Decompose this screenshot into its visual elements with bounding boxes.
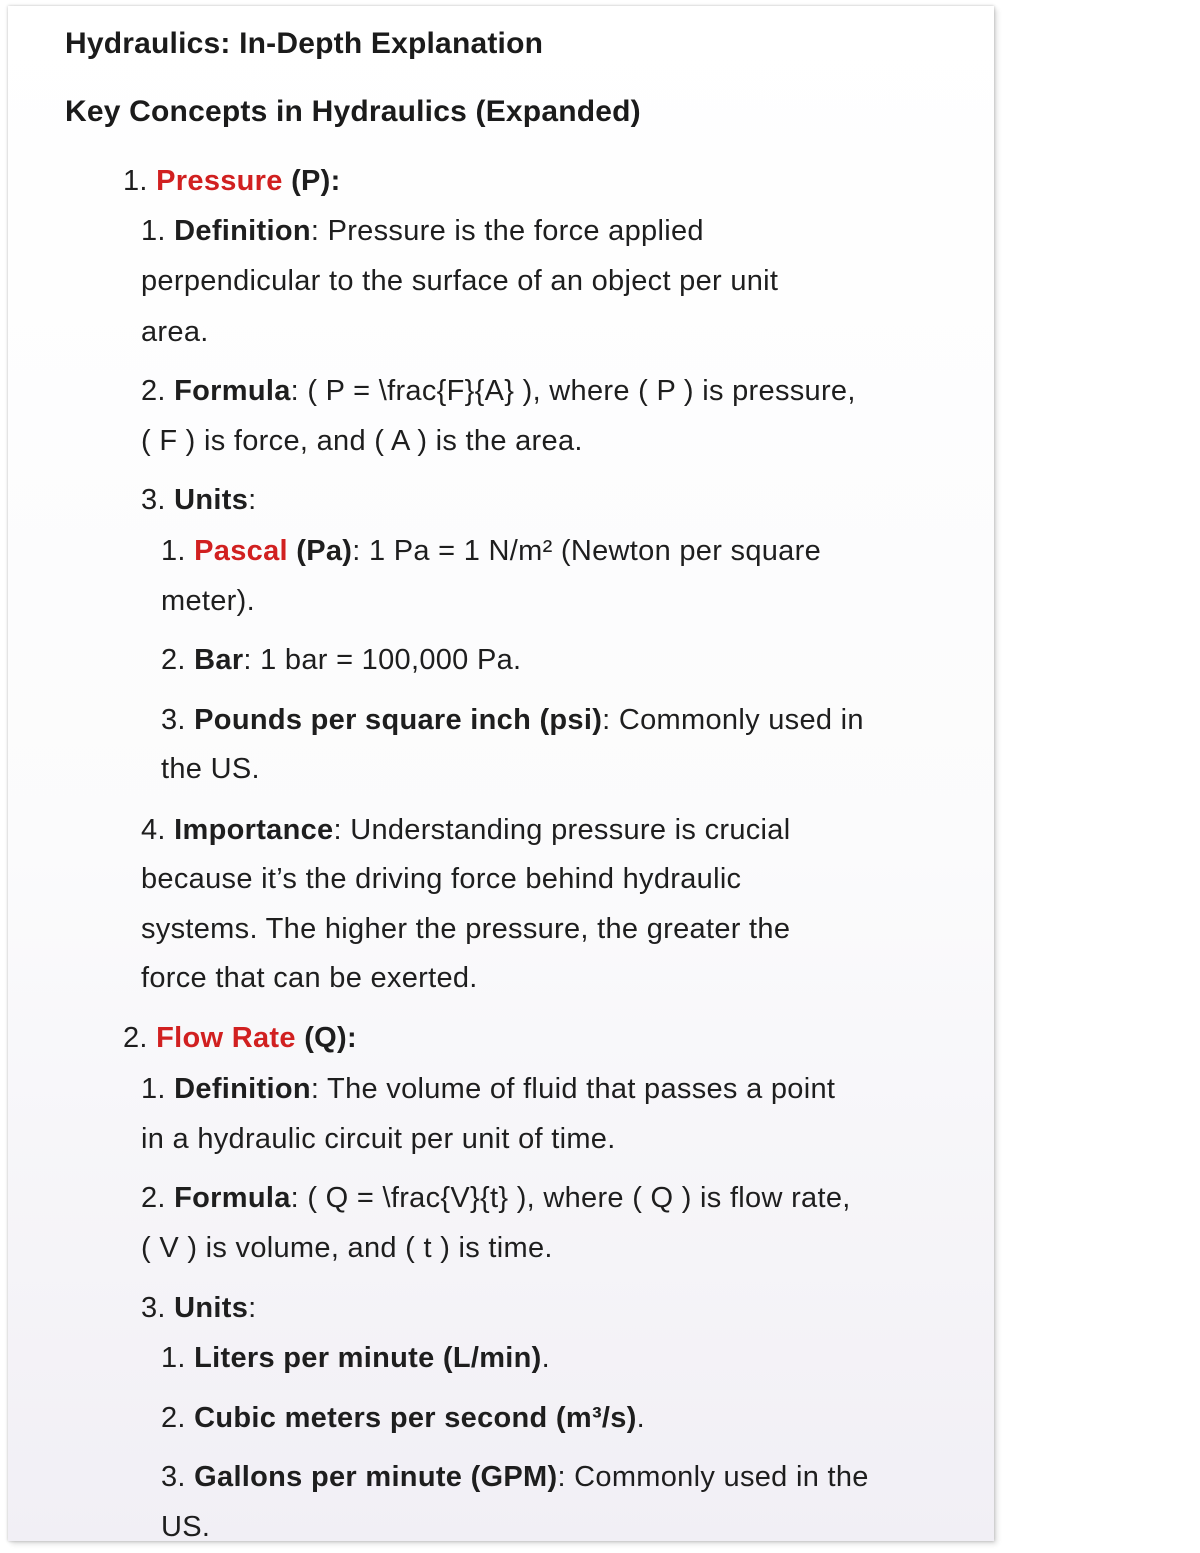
list-number: 2. — [161, 644, 186, 676]
list-number: 3. — [161, 704, 186, 736]
pascal-term: Pascal — [194, 535, 288, 567]
formula-text: : ( Q = \frac{V}{t} ), where ( Q ) is flow rate, — [290, 1182, 851, 1214]
list-number: 3. — [161, 1461, 186, 1493]
document-page — [8, 6, 994, 1541]
flow-definition — [141, 1075, 835, 1104]
list-number: 1. — [141, 1073, 166, 1105]
psi-text: : Commonly used in — [602, 704, 864, 736]
list-number: 1. — [161, 1342, 186, 1374]
list-number: 4. — [141, 814, 166, 846]
list-number: 2. — [161, 1402, 186, 1434]
page-title: Hydraulics: In-Depth Explanation — [65, 27, 544, 60]
list-number: 1. — [141, 215, 166, 247]
units-colon: : — [248, 1292, 257, 1324]
pressure-symbol: (P): — [291, 165, 341, 197]
pressure-importance — [141, 816, 790, 845]
flow-rate-symbol: (Q): — [304, 1022, 357, 1054]
pressure-definition — [141, 217, 704, 246]
unit-pascal — [161, 537, 821, 566]
gpm-text: US. — [161, 1511, 211, 1541]
formula-text: ( F ) is force, and ( A ) is the area. — [141, 425, 583, 457]
definition-text: : Pressure is the force applied — [310, 215, 704, 247]
importance-text: force that can be exerted. — [141, 962, 478, 994]
definition-label: Definition — [174, 1073, 311, 1105]
list-number: 2. — [141, 375, 166, 407]
bar-text: : 1 bar = 100,000 Pa. — [243, 644, 522, 676]
importance-text: because it’s the driving force behind hydraulic — [141, 863, 742, 895]
unit-cubic-meters — [161, 1404, 645, 1433]
unit-bar — [161, 646, 521, 675]
pascal-text: meter). — [161, 585, 255, 617]
list-number: 3. — [141, 484, 166, 516]
section-heading: Key Concepts in Hydraulics (Expanded) — [65, 95, 641, 128]
pressure-formula — [141, 377, 856, 406]
formula-label: Formula — [174, 1182, 291, 1214]
cms-label: Cubic meters per second (m³/s) — [194, 1402, 637, 1434]
pressure-heading — [123, 167, 341, 196]
gpm-label: Gallons per minute (GPM) — [194, 1461, 558, 1493]
list-number: 1. — [123, 165, 148, 197]
flow-rate-heading — [123, 1024, 357, 1053]
psi-text: the US. — [161, 753, 260, 785]
flow-formula — [141, 1184, 851, 1213]
unit-lpm — [161, 1344, 550, 1373]
list-number: 3. — [141, 1292, 166, 1324]
units-label: Units — [174, 484, 249, 516]
importance-text: systems. The higher the pressure, the greater the — [141, 913, 791, 945]
pressure-term: Pressure — [156, 165, 283, 197]
bar-label: Bar — [194, 644, 244, 676]
formula-text: : ( P = \frac{F}{A} ), where ( P ) is pressure, — [290, 375, 856, 407]
definition-text: area. — [141, 316, 209, 348]
lpm-label: Liters per minute (L/min) — [194, 1342, 542, 1374]
unit-psi — [161, 706, 864, 735]
units-label: Units — [174, 1292, 249, 1324]
definition-label: Definition — [174, 215, 311, 247]
list-number: 2. — [141, 1182, 166, 1214]
formula-label: Formula — [174, 375, 291, 407]
formula-text: ( V ) is volume, and ( t ) is time. — [141, 1232, 553, 1264]
definition-text: perpendicular to the surface of an object per unit — [141, 265, 779, 297]
unit-gpm — [161, 1463, 869, 1492]
lpm-tail: . — [541, 1342, 550, 1374]
flow-units — [141, 1294, 257, 1323]
importance-text: : Understanding pressure is crucial — [333, 814, 791, 846]
gpm-text: : Commonly used in the — [557, 1461, 869, 1493]
units-colon: : — [248, 484, 257, 516]
psi-label: Pounds per square inch (psi) — [194, 704, 603, 736]
pascal-symbol: (Pa) — [296, 535, 353, 567]
flow-rate-term: Flow Rate — [156, 1022, 296, 1054]
list-number: 1. — [161, 535, 186, 567]
definition-text: : The volume of fluid that passes a point — [310, 1073, 836, 1105]
importance-label: Importance — [174, 814, 334, 846]
definition-text: in a hydraulic circuit per unit of time. — [141, 1123, 616, 1155]
cms-tail: . — [636, 1402, 646, 1434]
pressure-units — [141, 486, 257, 515]
list-number: 2. — [123, 1022, 148, 1054]
pascal-text: : 1 Pa = 1 N/m² (Newton per square — [352, 535, 821, 567]
